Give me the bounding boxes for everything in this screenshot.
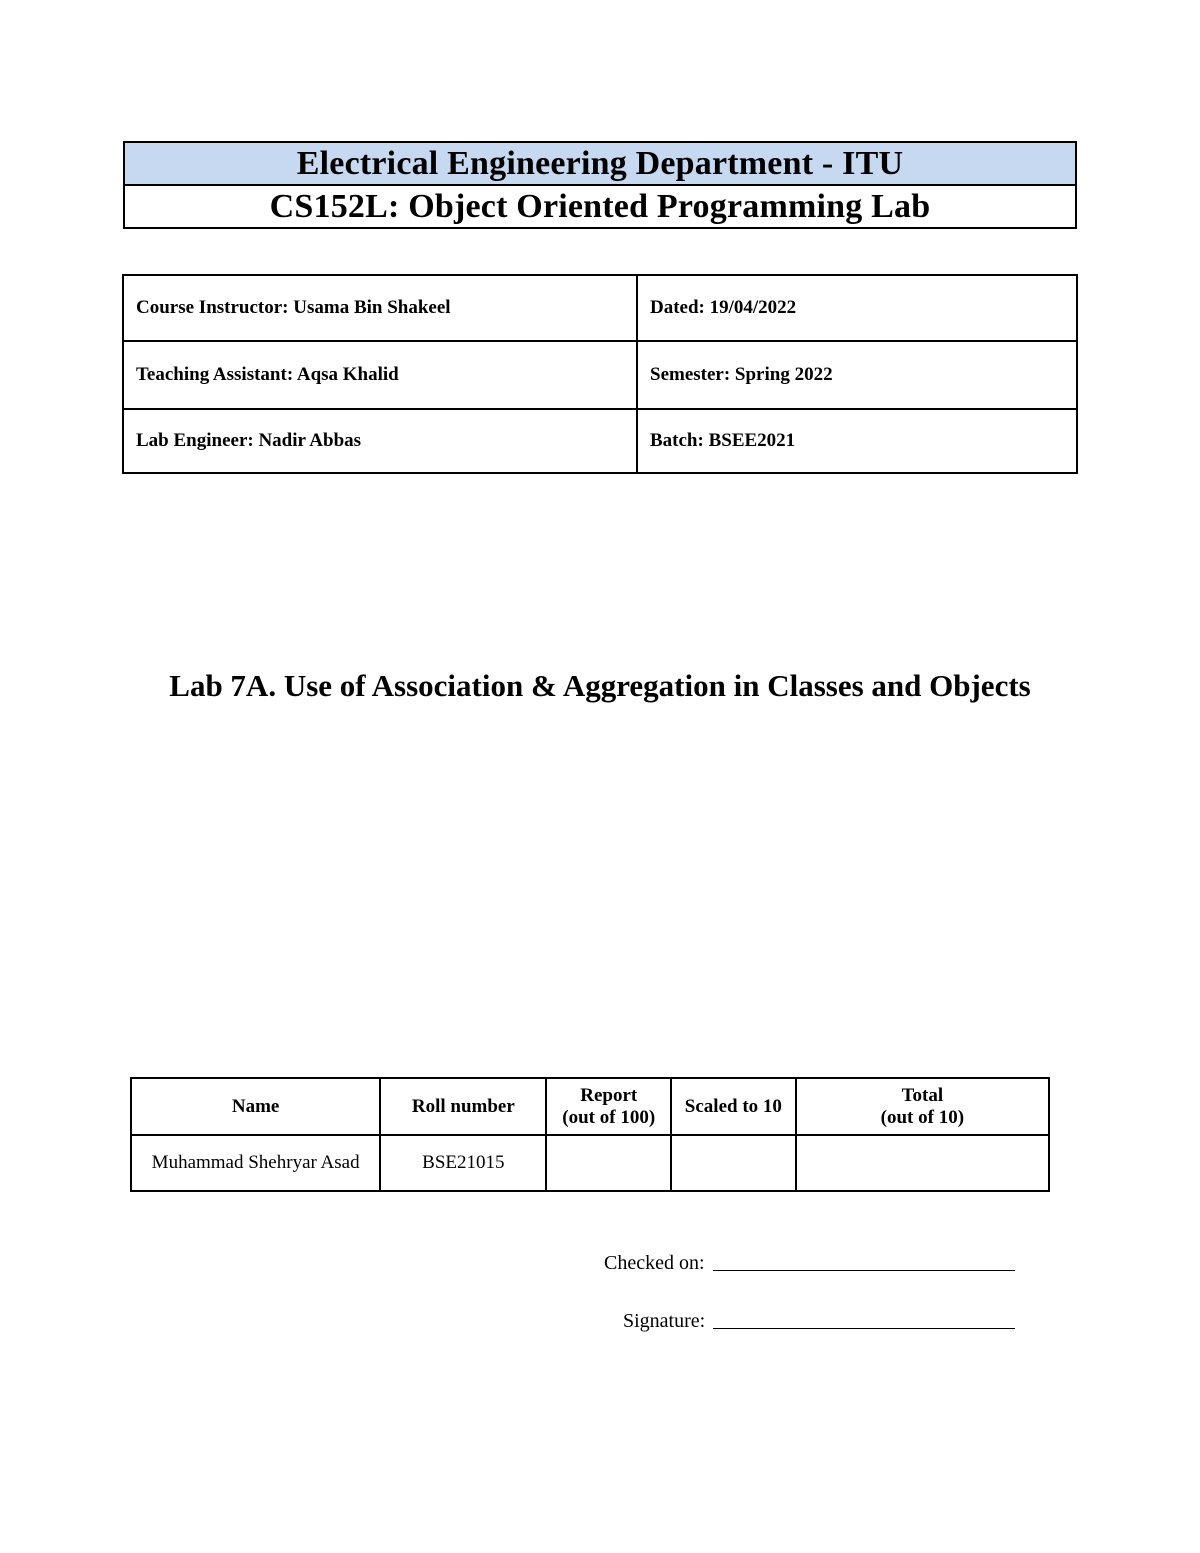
- header-roll-number: Roll number: [380, 1078, 546, 1135]
- student-name: Muhammad Shehryar Asad: [131, 1135, 380, 1191]
- header-report-line2: (out of 100): [562, 1106, 656, 1128]
- report-score-cell[interactable]: [546, 1135, 671, 1191]
- info-row: [123, 409, 1077, 473]
- teaching-assistant: Teaching Assistant: Aqsa Khalid: [123, 341, 637, 409]
- lab-title: Lab 7A. Use of Association & Aggregation in Classes and Objects: [169, 668, 1031, 703]
- marks-header-row: [131, 1078, 1049, 1135]
- header-report: [546, 1078, 671, 1135]
- checked-on-field[interactable]: [713, 1269, 1015, 1271]
- checked-on-line: [604, 1245, 1015, 1275]
- date: Dated: 19/04/2022: [637, 275, 1077, 341]
- course-title: CS152L: Object Oriented Programming Lab: [269, 187, 931, 225]
- signature-line: [623, 1303, 1015, 1333]
- header-total-line2: (out of 10): [880, 1106, 965, 1128]
- marks-table: [130, 1077, 1050, 1192]
- student-roll-number: BSE21015: [380, 1135, 546, 1191]
- signature-label: Signature:: [623, 1310, 706, 1332]
- signature-field[interactable]: [713, 1327, 1015, 1329]
- batch: Batch: BSEE2021: [637, 409, 1077, 473]
- header-total-line1: Total: [901, 1084, 944, 1106]
- table-row: [131, 1135, 1049, 1191]
- checked-on-label: Checked on:: [604, 1252, 705, 1274]
- total-score-cell[interactable]: [796, 1135, 1049, 1191]
- header-name: Name: [131, 1078, 380, 1135]
- document-header: [123, 141, 1077, 229]
- department-title: Electrical Engineering Department - ITU: [125, 143, 1075, 186]
- lab-engineer: Lab Engineer: Nadir Abbas: [123, 409, 637, 473]
- semester: Semester: Spring 2022: [637, 341, 1077, 409]
- header-total: [796, 1078, 1049, 1135]
- scaled-score-cell[interactable]: [671, 1135, 796, 1191]
- course-info-table: [122, 274, 1078, 474]
- info-row: [123, 341, 1077, 409]
- header-scaled: Scaled to 10: [671, 1078, 796, 1135]
- info-row: [123, 275, 1077, 341]
- header-report-line1: Report: [580, 1084, 638, 1106]
- course-instructor: Course Instructor: Usama Bin Shakeel: [123, 275, 637, 341]
